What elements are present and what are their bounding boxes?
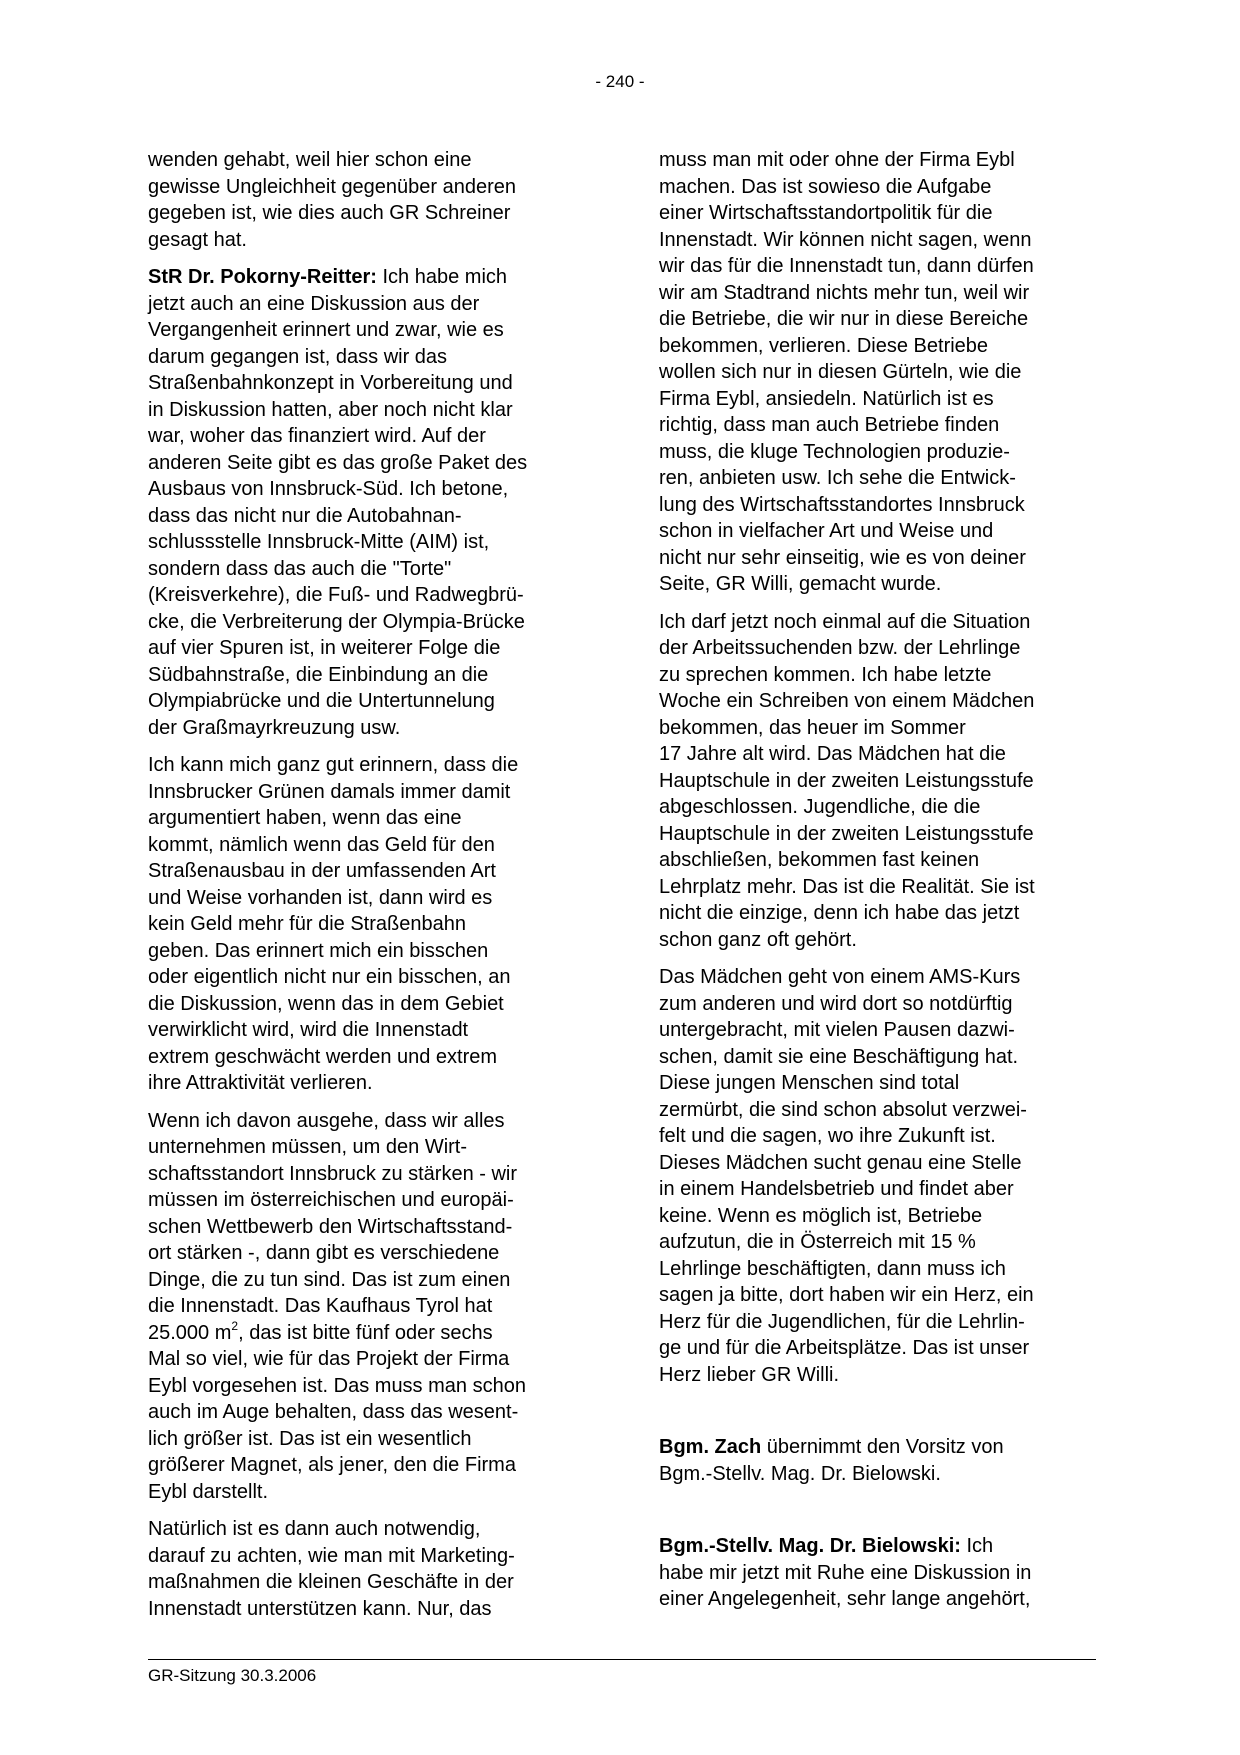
text-line: felt und die sagen, wo ihre Zukunft ist. [659, 1125, 996, 1147]
paragraph [148, 752, 598, 1097]
chair-change-note [659, 1434, 1109, 1487]
text-line: schon ganz oft gehört. [659, 928, 857, 951]
text-line: wir am Stadtrand nichts mehr tun, weil wir [659, 281, 1030, 304]
text-line: dass das nicht nur die Autobahnan- [148, 504, 462, 527]
text-line: Eybl darstellt. [148, 1480, 269, 1503]
text-line [148, 1320, 598, 1347]
text-line: Eybl vorgesehen ist. Das muss man schon [148, 1374, 526, 1397]
paragraph [659, 147, 1109, 598]
text-line: Lehrlinge beschäftigten, dann muss ich [659, 1257, 1006, 1280]
text-line: Herz lieber GR Willi. [659, 1363, 840, 1386]
page-number: - 240 - [595, 72, 645, 91]
right-column [659, 147, 1109, 1624]
text-line: Natürlich ist es dann auch notwendig, [148, 1518, 481, 1540]
paragraph [148, 1516, 598, 1622]
text-line: richtig, dass man auch Betriebe finden [659, 414, 1000, 436]
text-line: muss man mit oder ohne der Firma Eybl [659, 149, 1015, 171]
text-line: zu sprechen kommen. Ich habe letzte [659, 663, 992, 686]
paragraph-lines [148, 1108, 598, 1320]
text-line: Straßenbahnkonzept in Vorbereitung und [148, 372, 513, 394]
text-line: einer Wirtschaftsstandortpolitik für die [659, 202, 993, 224]
text-line: und Weise vorhanden ist, dann wird es [148, 886, 493, 909]
text-line: in Diskussion hatten, aber noch nicht klar [148, 398, 513, 421]
text-line: Das Mädchen geht von einem AMS-Kurs [659, 966, 1021, 988]
text-line: ren, anbieten usw. Ich sehe die Entwick- [659, 467, 1016, 489]
text-line: Dinge, die zu tun sind. Das ist zum einen [148, 1268, 511, 1291]
text-line: auf vier Spuren ist, in weiterer Folge die [148, 637, 501, 659]
text-line: Wenn ich davon ausgehe, dass wir alles [148, 1109, 505, 1132]
text-line: maßnahmen die kleinen Geschäfte in der [148, 1571, 514, 1593]
text-line: anderen Seite gibt es das große Paket des [148, 451, 528, 474]
text-line: ort stärken -, dann gibt es verschiedene [148, 1242, 500, 1264]
speech-lines [659, 1560, 1109, 1613]
text-line: wenden gehabt, weil hier schon eine [148, 149, 472, 171]
text-line: Olympiabrücke und die Untertunnelung [148, 690, 495, 712]
text-line: schlussstelle Innsbruck-Mitte (AIM) ist, [148, 531, 490, 553]
text-line: in einem Handelsbetrieb und findet aber [659, 1178, 1014, 1200]
text-line: kommt, nämlich wenn das Geld für den [148, 833, 495, 856]
text-line: Hauptschule in der zweiten Leistungsstufe [659, 769, 1034, 792]
text-line: Herz für die Jugendlichen, für die Lehrlin- [659, 1310, 1025, 1333]
text-line: Vergangenheit erinnert und zwar, wie es [148, 319, 504, 341]
text-line: cke, die Verbreiterung der Olympia-Brücke [148, 610, 525, 633]
area-text: , das ist bitte fünf oder sechs [238, 1321, 493, 1344]
text-line: Bgm.-Stellv. Mag. Dr. Bielowski. [659, 1462, 941, 1485]
text-line: Straßenausbau in der umfassenden Art [148, 860, 496, 882]
text-line: aufzutun, die in Österreich mit 15 % [659, 1231, 976, 1253]
text-line: zermürbt, die sind schon absolut verzwei- [659, 1098, 1027, 1121]
text-line: Woche ein Schreiben von einem Mädchen [659, 690, 1035, 712]
text-line: extrem geschwächt werden und extrem [148, 1045, 498, 1068]
text-line: Innenstadt unterstützen kann. Nur, das [148, 1597, 492, 1620]
text-line: jetzt auch an eine Diskussion aus der [148, 292, 480, 315]
footer-divider [148, 1659, 1096, 1660]
text-line: Seite, GR Willi, gemacht wurde. [659, 573, 942, 595]
text-line: habe mir jetzt mit Ruhe eine Diskussion in [659, 1561, 1032, 1584]
footer-session-date: GR-Sitzung 30.3.2006 [148, 1666, 317, 1685]
text-line: der Arbeitssuchenden bzw. der Lehrlinge [659, 637, 1021, 659]
text-line: Innenstadt. Wir können nicht sagen, wenn [659, 228, 1032, 251]
text-line: machen. Das ist sowieso die Aufgabe [659, 175, 992, 198]
text-line: auch im Auge behalten, dass das wesent- [148, 1401, 519, 1423]
text-line: Innsbrucker Grünen damals immer damit [148, 780, 511, 803]
speech-paragraph [148, 264, 598, 741]
text-line: die Diskussion, wenn das in dem Gebiet [148, 992, 504, 1015]
text-line: darum gegangen ist, dass wir das [148, 345, 448, 368]
text-line: darauf zu achten, wie man mit Marketing- [148, 1544, 515, 1567]
text-line: Ausbaus von Innsbruck-Süd. Ich betone, [148, 478, 509, 500]
text-line: Firma Eybl, ansiedeln. Natürlich ist es [659, 387, 994, 410]
text-line: der Graßmayrkreuzung usw. [148, 716, 401, 739]
text-line: Ich kann mich ganz gut erinnern, dass die [148, 754, 519, 776]
text-line: untergebracht, mit vielen Pausen dazwi- [659, 1019, 1015, 1041]
speaker-name: Bgm. Zach [659, 1436, 762, 1458]
text-line: schen, damit sie eine Beschäftigung hat. [659, 1045, 1019, 1068]
text-line: sondern dass das auch die "Torte" [148, 557, 452, 580]
text-line: muss, die kluge Technologien produzie- [659, 440, 1010, 463]
text-line: war, woher das finanziert wird. Auf der [148, 425, 486, 447]
text-line: ihre Attraktivität verlieren. [148, 1072, 373, 1094]
text-line: nicht die einzige, denn ich habe das jetzt [659, 902, 1020, 924]
text-line: ge und für die Arbeitsplätze. Das ist unser [659, 1337, 1030, 1359]
text-line: 17 Jahre alt wird. Das Mädchen hat die [659, 743, 1006, 765]
note-lines [659, 1461, 1109, 1488]
text-line: nicht nur sehr einseitig, wie es von deiner [659, 546, 1026, 569]
text-line [148, 264, 598, 291]
text-line: gesagt hat. [148, 228, 247, 251]
text-line: zum anderen und wird dort so notdürftig [659, 992, 1013, 1015]
speech-text: Ich [960, 1535, 994, 1557]
note-text: übernimmt den Vorsitz von [761, 1436, 1004, 1458]
text-line: größerer Magnet, als jener, den die Firma [148, 1454, 516, 1476]
text-line: bekommen, das heuer im Sommer [659, 716, 966, 739]
speaker-name: Bgm.-Stellv. Mag. Dr. Bielowski: [659, 1535, 961, 1557]
text-line [659, 1533, 1109, 1560]
text-line: einer Angelegenheit, sehr lange angehört, [659, 1588, 1031, 1610]
text-line: Ich darf jetzt noch einmal auf die Situation [659, 610, 1031, 633]
text-line: wollen sich nur in diesen Gürteln, wie die [659, 361, 1022, 383]
text-line: müssen im österreichischen und europäi- [148, 1189, 514, 1211]
speech-paragraph [659, 1533, 1109, 1613]
text-line: Mal so viel, wie für das Projekt der Firma [148, 1348, 510, 1370]
text-line: gewisse Ungleichheit gegenüber anderen [148, 175, 517, 198]
text-line: bekommen, verlieren. Diese Betriebe [659, 334, 989, 357]
speech-lines [148, 291, 598, 742]
text-line: die Betriebe, die wir nur in diese Bereiche [659, 308, 1029, 330]
text-line: abschließen, bekommen fast keinen [659, 849, 980, 871]
text-line [659, 1434, 1109, 1461]
text-line: argumentiert haben, wenn das eine [148, 807, 462, 829]
paragraph [148, 1108, 598, 1506]
paragraph-lines [148, 1346, 598, 1505]
text-line: lich größer ist. Das ist ein wesentlich [148, 1427, 472, 1450]
text-line: abgeschlossen. Jugendliche, die die [659, 796, 981, 818]
text-line: schon in vielfacher Art und Weise und [659, 520, 994, 542]
text-line: lung des Wirtschaftsstandortes Innsbruck [659, 493, 1025, 516]
text-line: verwirklicht wird, wird die Innenstadt [148, 1019, 469, 1041]
text-line: geben. Das erinnert mich ein bisschen [148, 939, 489, 962]
text-line: Lehrplatz mehr. Das ist die Realität. Sie ist [659, 875, 1035, 898]
text-line: Hauptschule in der zweiten Leistungsstufe [659, 822, 1034, 845]
text-line: Südbahnstraße, die Einbindung an die [148, 663, 489, 686]
text-line: Diese jungen Menschen sind total [659, 1072, 960, 1094]
speaker-name: StR Dr. Pokorny-Reitter: [148, 266, 377, 288]
text-line: kein Geld mehr für die Straßenbahn [148, 913, 466, 935]
text-line: keine. Wenn es möglich ist, Betriebe [659, 1204, 983, 1227]
text-line: Dieses Mädchen sucht genau eine Stelle [659, 1151, 1022, 1174]
text-line: die Innenstadt. Das Kaufhaus Tyrol hat [148, 1295, 493, 1317]
text-line: sagen ja bitte, dort haben wir ein Herz, ein [659, 1284, 1034, 1306]
text-line: wir das für die Innenstadt tun, dann dürfen [659, 255, 1034, 277]
text-line: unternehmen müssen, um den Wirt- [148, 1136, 468, 1158]
area-value: 25.000 m [148, 1321, 232, 1344]
text-line: gegeben ist, wie dies auch GR Schreiner [148, 202, 511, 224]
text-line: schen Wettbewerb den Wirtschaftsstand- [148, 1215, 513, 1238]
text-line: schaftsstandort Innsbruck zu stärken - wir [148, 1162, 518, 1185]
area-exponent: 2 [231, 1318, 239, 1333]
text-line: oder eigentlich nicht nur ein bisschen, an [148, 966, 511, 988]
paragraph [659, 964, 1109, 1388]
speech-text: Ich habe mich [376, 266, 508, 288]
text-line: (Kreisverkehre), die Fuß- und Radwegbrü- [148, 584, 524, 606]
paragraph [148, 147, 598, 253]
left-column [148, 147, 598, 1633]
paragraph [659, 609, 1109, 954]
